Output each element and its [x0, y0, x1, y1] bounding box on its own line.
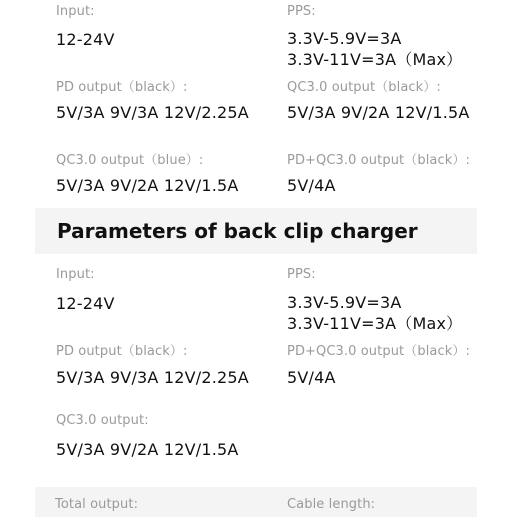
- input-value: 12-24V: [56, 30, 115, 49]
- pps-value-line-2: 3.3V-11V=3A（Max）: [287, 314, 463, 333]
- qc-output-label: QC3.0 output:: [56, 413, 149, 428]
- pd-output-value: 5V/3A 9V/3A 12V/2.25A: [56, 103, 249, 122]
- pd-output-label: PD output（black）:: [56, 80, 188, 95]
- input-value: 12-24V: [56, 294, 115, 313]
- section-title: Parameters of back clip charger: [57, 219, 418, 243]
- pps-value-line-1: 3.3V-5.9V=3A: [287, 293, 402, 312]
- pps-label: PPS:: [287, 267, 316, 282]
- pd-output-value: 5V/3A 9V/3A 12V/2.25A: [56, 368, 249, 387]
- pd-qc-output-label: PD+QC3.0 output（black）:: [287, 153, 470, 168]
- pps-value: [287, 28, 462, 70]
- pd-qc-output-value: 5V/4A: [287, 176, 336, 195]
- qc-output-black-label: QC3.0 output（black）:: [287, 80, 441, 95]
- qc-output-black-value: 5V/3A 9V/2A 12V/1.5A: [287, 103, 470, 122]
- qc-output-value: 5V/3A 9V/2A 12V/1.5A: [56, 440, 239, 459]
- cable-length-label: Cable length:: [287, 497, 376, 512]
- pd-output-label: PD output（black）:: [56, 344, 188, 359]
- input-label: Input:: [56, 4, 95, 19]
- pd-qc-output-value: 5V/4A: [287, 368, 336, 387]
- qc-output-blue-label: QC3.0 output（blue）:: [56, 153, 204, 168]
- qc-output-blue-value: 5V/3A 9V/2A 12V/1.5A: [56, 176, 239, 195]
- footer-spec-bar: [35, 487, 477, 517]
- input-label: Input:: [56, 267, 95, 282]
- pd-qc-output-label: PD+QC3.0 output（black）:: [287, 344, 470, 359]
- pps-label: PPS:: [287, 4, 316, 19]
- pps-value-line-1: 3.3V-5.9V=3A: [287, 29, 402, 48]
- pps-value-line-2: 3.3V-11V=3A（Max）: [287, 50, 463, 69]
- total-output-label: Total output:: [55, 497, 139, 512]
- pps-value: [287, 292, 462, 334]
- section-banner: [35, 208, 477, 254]
